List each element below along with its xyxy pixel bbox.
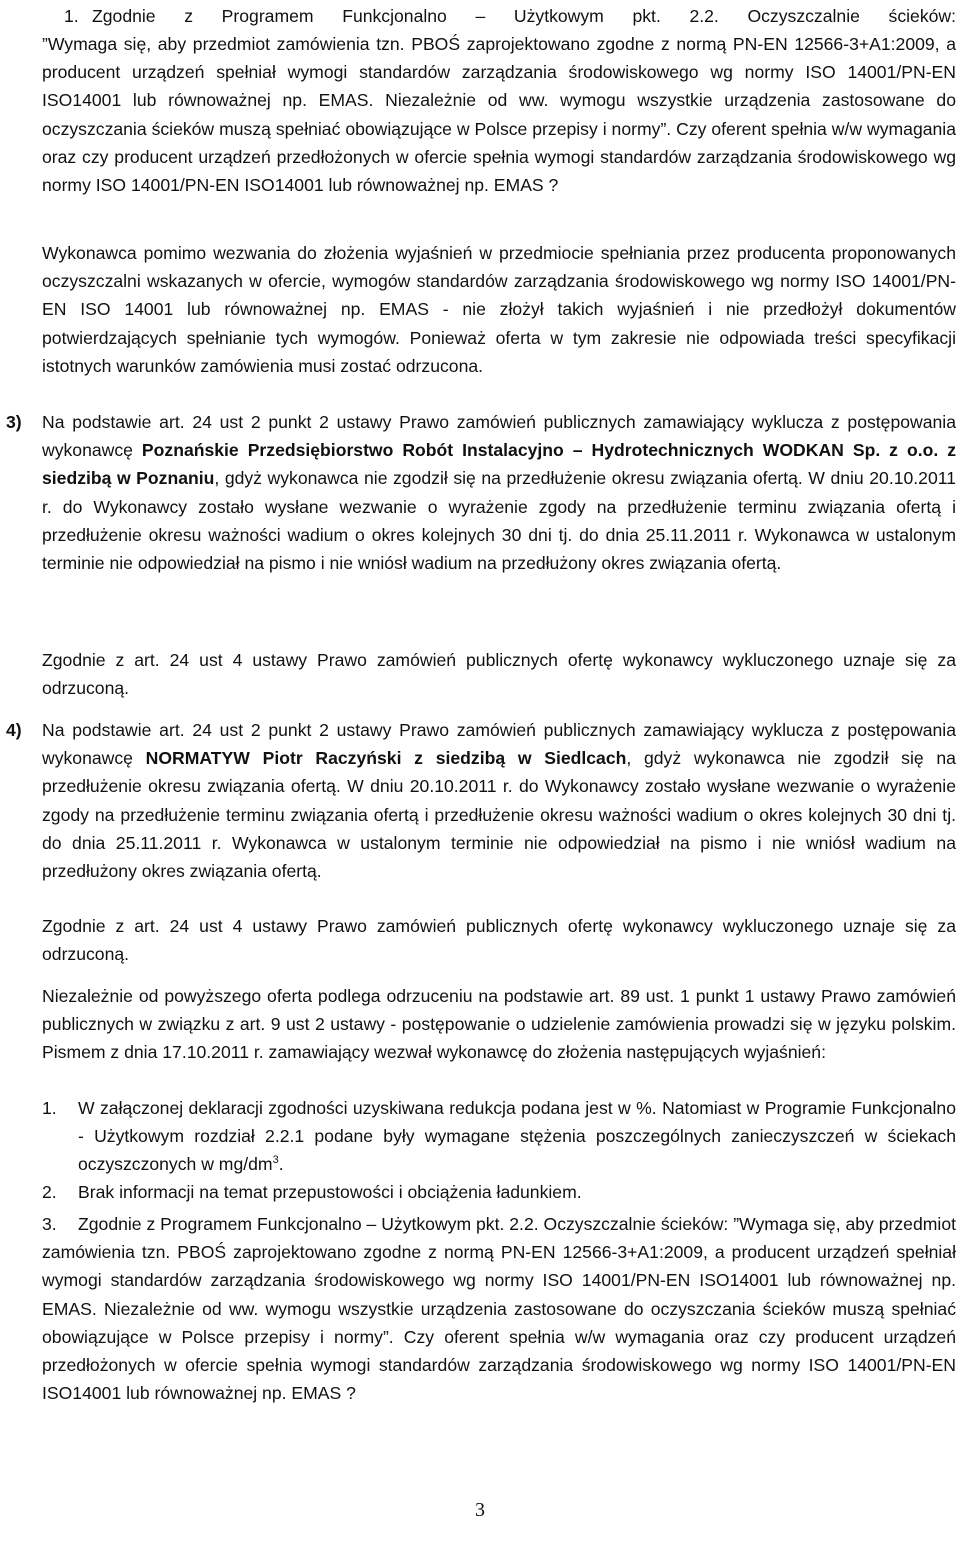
sub-item-number: 2. (42, 1182, 57, 1202)
sub-item-text: Brak informacji na temat przepustowości i obciążenia ładunkiem. (78, 1182, 582, 1202)
conclusion: Zgodnie z art. 24 ust 4 ustawy Prawo zamówień publicznych ofertę wykonawcy wykluczonego uznaje się za odrzuconą. (42, 650, 956, 699)
item-first-line: Zgodnie z Programem Funkcjonalno – Użytkowym pkt. 2.2. Oczyszczalnie ścieków: (92, 6, 956, 26)
sub-item-number: 3. (42, 1214, 57, 1234)
company-seat: z siedzibą w Poznaniu (42, 440, 956, 489)
text (938, 440, 947, 460)
text: W załączonej deklaracji zgodności uzyskiwana redukcja podana jest w %. Natomiast w Programie Funkcjonalno - Użytkowym rozdział 2.2.1 podane były wymagane stężenia poszczególnych zanieczyszczeń w ściekach oczyszczonych w mg/dm (78, 1098, 956, 1175)
list-item-text (42, 716, 956, 885)
paragraph: Niezależnie od powyższego oferta podlega odrzuceniu na podstawie art. 89 ust. 1 punkt 1 ustawy Prawo zamówień publicznych w związku z art. 9 ust 2 ustawy - postępowanie o udzielenie zamówienia prowadzi się w języku polskim. Pismem z dnia 17.10.2011 r. zamawiający wezwał wykonawcę do złożenia następujących wyjaśnień: (42, 986, 956, 1063)
page-number: 3 (475, 1499, 485, 1521)
sub-item-text: Zgodnie z Programem Funkcjonalno – Użytkowym pkt. 2.2. Oczyszczalnie ścieków: ”Wymaga się, aby przedmiot zamówienia tzn. PBOŚ zaprojektowano zgodne z normą PN-EN 12566-3+A1:2009, a producent urządzeń spełniał wymogi standardów zarządzania środowiskowego wg normy ISO 14001/PN-EN ISO14001 lub równoważnej np. EMAS. Niezależnie od ww. wymogu wszystkie urządzenia zastosowane do oczyszczania ścieków muszą spełniać obowiązujące w Polsce przepisy i normy”. Czy oferent spełnia w/w wymagania oraz czy producent urządzeń przedłożonych w ofercie spełnia wymogi standardów zarządzania środowiskowego wg normy ISO 14001/PN-EN ISO14001 lub równoważnej np. EMAS ? (42, 1214, 956, 1404)
list-number: 4) (6, 720, 22, 740)
text: Na podstawie art. 24 ust 2 punkt 2 ustawy Prawo zamówień publicznych zamawiający wyklucza z postępowania wykonawcę (42, 412, 956, 461)
text: Na podstawie art. 24 ust 2 punkt 2 ustawy Prawo zamówień publicznych zamawiający wyklucza z postępowania wykonawcę (42, 720, 956, 769)
superscript: 3 (272, 1154, 279, 1167)
sub-item-text (78, 1094, 956, 1179)
list-item-text (42, 408, 956, 577)
text: , gdyż wykonawca nie zgodził się na przedłużenie okresu związania ofertą. W dniu 20.10.2011 r. do Wykonawcy zostało wysłane wezwanie o wyrażenie zgody na przedłużenie terminu związania ofertą i przedłużenie okresu ważności wadium o okres kolejnych 30 dni tj. do dnia 25.11.2011 r. Wykonawca w ustalonym terminie nie odpowiedział na pismo i nie wniósł wadium na przedłużony okres związania ofertą. (42, 468, 957, 574)
company-name: NORMATYW Piotr Raczyński z siedzibą w Siedlcach (145, 748, 627, 769)
company-name: Poznańskie Przedsiębiorstwo Robót Instalacyjno – Hydrotechnicznych WODKAN Sp. z o.o. (141, 440, 939, 461)
text: , gdyż wykonawca nie zgodził się na przedłużenie okresu związania ofertą. W dniu 20.10.2011 r. do Wykonawcy zostało wysłane wezwanie o wyrażenie zgody na przedłużenie terminu związania ofertą i przedłużenie okresu ważności wadium o okres kolejnych 30 dni tj. do dnia 25.11.2011 r. Wykonawca w ustalonym terminie nie odpowiedział na pismo i nie wniósł wadium na przedłużony okres związania ofertą. (42, 748, 956, 882)
paragraph: Wykonawca pomimo wezwania do złożenia wyjaśnień w przedmiocie spełniania przez producenta proponowanych oczyszczalni wskazanych w ofercie, wymogów standardów zarządzania środowiskowego wg normy ISO 14001/PN-EN ISO 14001 lub równoważnej np. EMAS - nie złożył takich wyjaśnień i nie przedłożył dokumentów potwierdzających spełnianie tych wymogów. Ponieważ oferta w tym zakresie nie odpowiada treści specyfikacji istotnych warunków zamówienia musi zostać odrzucona. (42, 243, 956, 376)
item-number: 1. (64, 6, 79, 26)
sub-item-number: 1. (42, 1098, 57, 1118)
item-text: ”Wymaga się, aby przedmiot zamówienia tzn. PBOŚ zaprojektowano zgodne z normą PN-EN 12566-3+A1:2009, a producent urządzeń spełniał wymogi standardów zarządzania środowiskowego wg normy ISO 14001/PN-EN ISO14001 lub równoważnej np. EMAS. Niezależnie od ww. wymogu wszystkie urządzenia zastosowane do oczyszczania ścieków muszą spełniać obowiązujące w Polsce przepisy i normy”. Czy oferent spełnia w/w wymagania oraz czy producent urządzeń przedłożonych w ofercie spełnia wymogi standardów zarządzania środowiskowego wg normy ISO 14001/PN-EN ISO14001 lub równoważnej np. EMAS ? (42, 34, 956, 196)
text: . (278, 1154, 284, 1175)
list-number: 3) (6, 412, 22, 432)
conclusion: Zgodnie z art. 24 ust 4 ustawy Prawo zamówień publicznych ofertę wykonawcy wykluczonego uznaje się za odrzuconą. (42, 916, 956, 965)
